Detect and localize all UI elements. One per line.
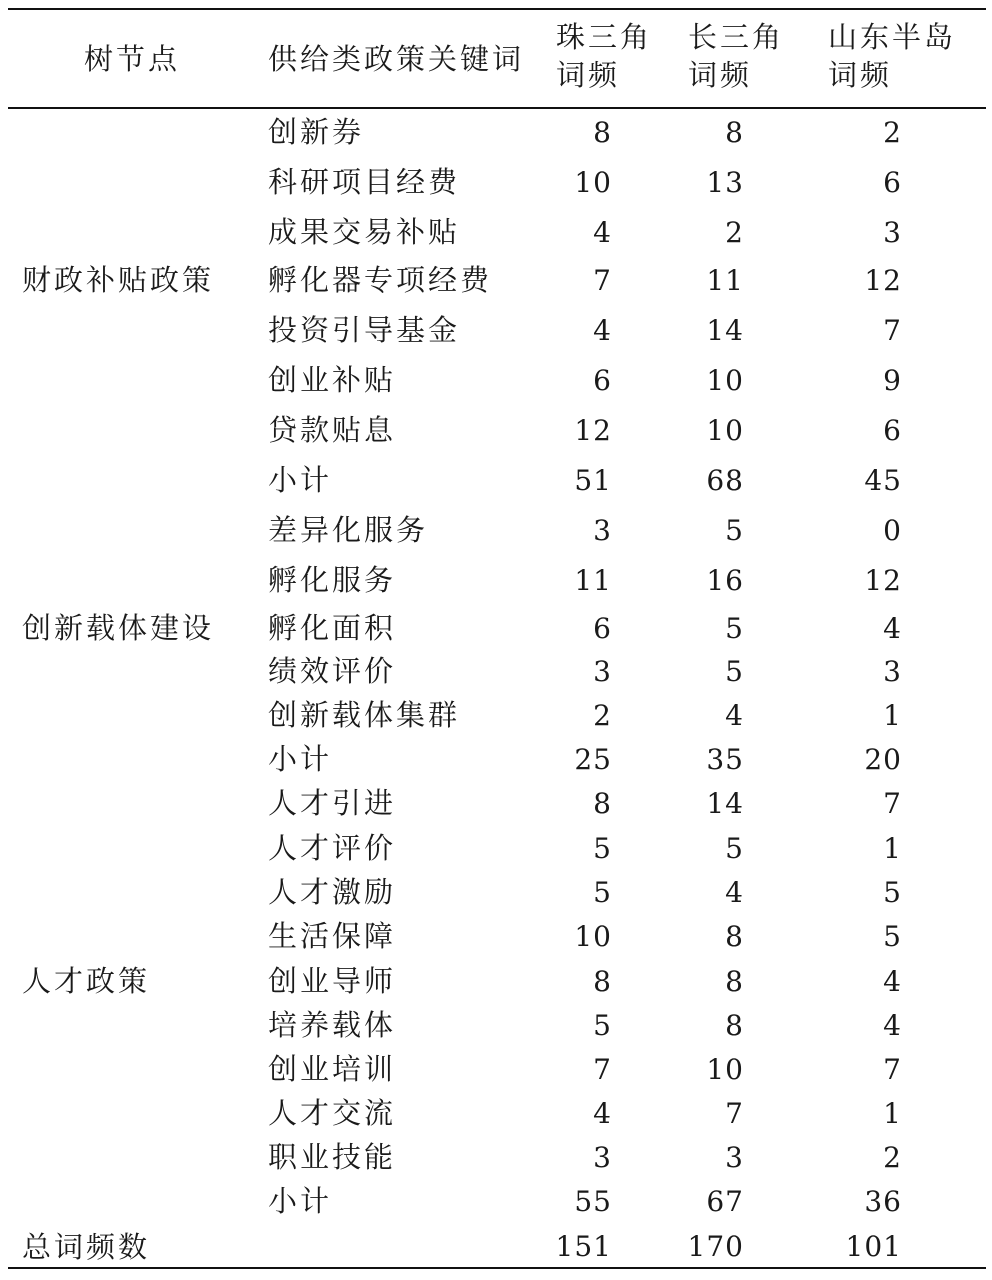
keyword-cell: 职业技能 [268,1140,397,1174]
keyword-cell: 差异化服务 [268,513,429,547]
prd-frequency-cell: 8 [593,787,612,820]
shandong-frequency-cell: 45 [864,464,902,497]
prd-frequency-cell: 11 [574,564,612,597]
keyword-cell: 小计 [268,1184,333,1218]
yrd-frequency-cell: 16 [706,564,744,597]
shandong-frequency-cell: 36 [864,1185,902,1218]
total-prd-cell: 151 [555,1230,612,1263]
prd-frequency-cell: 3 [593,514,612,547]
yrd-frequency-cell: 14 [706,787,744,820]
table-bottom-rule [8,1267,986,1269]
yrd-frequency-cell: 8 [725,1009,744,1042]
keyword-cell: 投资引导基金 [268,313,461,347]
shandong-frequency-cell: 5 [883,920,902,953]
yrd-frequency-cell: 10 [706,1053,744,1086]
prd-frequency-cell: 8 [593,116,612,149]
header-shandong-frequency [828,18,956,94]
header-yrd-line1: 长三角 [688,20,785,54]
yrd-frequency-cell: 68 [706,464,744,497]
tree-node-label: 财政补贴政策 [22,263,215,297]
header-supply-policy-keyword: 供给类政策关键词 [268,42,525,76]
header-prd-line1: 珠三角 [556,20,653,54]
prd-frequency-cell: 5 [593,876,612,909]
yrd-frequency-cell: 5 [725,612,744,645]
shandong-frequency-cell: 6 [883,166,902,199]
prd-frequency-cell: 5 [593,832,612,865]
prd-frequency-cell: 8 [593,965,612,998]
prd-frequency-cell: 5 [593,1009,612,1042]
yrd-frequency-cell: 3 [725,1141,744,1174]
keyword-cell: 绩效评价 [268,654,397,688]
keyword-cell: 小计 [268,742,333,776]
shandong-frequency-cell: 12 [864,264,902,297]
prd-frequency-cell: 12 [574,414,612,447]
shandong-frequency-cell: 6 [883,414,902,447]
table-header-rule [8,107,986,109]
shandong-frequency-cell: 5 [883,876,902,909]
prd-frequency-cell: 4 [593,1097,612,1130]
prd-frequency-cell: 7 [593,264,612,297]
yrd-frequency-cell: 67 [706,1185,744,1218]
shandong-frequency-cell: 0 [883,514,902,547]
header-sd-line2: 词频 [828,58,893,92]
keyword-cell: 贷款贴息 [268,413,397,447]
tree-node-label: 创新载体建设 [22,611,215,645]
prd-frequency-cell: 25 [574,743,612,776]
yrd-frequency-cell: 2 [725,216,744,249]
shandong-frequency-cell: 4 [883,612,902,645]
yrd-frequency-cell: 35 [706,743,744,776]
keyword-cell: 孵化器专项经费 [268,263,493,297]
prd-frequency-cell: 2 [593,699,612,732]
yrd-frequency-cell: 8 [725,920,744,953]
prd-frequency-cell: 3 [593,655,612,688]
prd-frequency-cell: 3 [593,1141,612,1174]
header-prd-frequency [556,18,652,94]
yrd-frequency-cell: 4 [725,876,744,909]
yrd-frequency-cell: 8 [725,116,744,149]
header-yrd-line2: 词频 [688,58,753,92]
prd-frequency-cell: 4 [593,216,612,249]
header-yrd-frequency [688,18,784,94]
total-shandong-cell: 101 [845,1230,902,1263]
keyword-cell: 创业补贴 [268,363,397,397]
yrd-frequency-cell: 10 [706,364,744,397]
shandong-frequency-cell: 9 [883,364,902,397]
header-sd-line1: 山东半岛 [828,20,957,54]
prd-frequency-cell: 7 [593,1053,612,1086]
keyword-cell: 创新券 [268,115,365,149]
shandong-frequency-cell: 1 [883,699,902,732]
prd-frequency-cell: 6 [593,612,612,645]
shandong-frequency-cell: 2 [883,116,902,149]
shandong-frequency-cell: 2 [883,1141,902,1174]
header-prd-line2: 词频 [556,58,621,92]
yrd-frequency-cell: 10 [706,414,744,447]
keyword-cell: 人才激励 [268,875,397,909]
shandong-frequency-cell: 1 [883,1097,902,1130]
shandong-frequency-cell: 7 [883,314,902,347]
keyword-cell: 培养载体 [268,1008,397,1042]
shandong-frequency-cell: 3 [883,216,902,249]
total-label: 总词频数 [22,1230,151,1264]
shandong-frequency-cell: 20 [864,743,902,776]
keyword-cell: 人才评价 [268,831,397,865]
keyword-cell: 创业培训 [268,1052,397,1086]
keyword-cell: 创业导师 [268,964,397,998]
header-tree-node: 树节点 [84,42,181,76]
total-yrd-cell: 170 [687,1230,744,1263]
shandong-frequency-cell: 4 [883,965,902,998]
keyword-cell: 孵化面积 [268,611,397,645]
yrd-frequency-cell: 4 [725,699,744,732]
prd-frequency-cell: 4 [593,314,612,347]
yrd-frequency-cell: 5 [725,832,744,865]
prd-frequency-cell: 10 [574,920,612,953]
shandong-frequency-cell: 1 [883,832,902,865]
prd-frequency-cell: 6 [593,364,612,397]
keyword-cell: 人才引进 [268,786,397,820]
shandong-frequency-cell: 12 [864,564,902,597]
keyword-cell: 孵化服务 [268,563,397,597]
keyword-cell: 人才交流 [268,1096,397,1130]
prd-frequency-cell: 55 [574,1185,612,1218]
shandong-frequency-cell: 7 [883,787,902,820]
shandong-frequency-cell: 7 [883,1053,902,1086]
yrd-frequency-cell: 5 [725,514,744,547]
keyword-cell: 小计 [268,463,333,497]
table-top-rule [8,8,986,10]
prd-frequency-cell: 10 [574,166,612,199]
keyword-cell: 生活保障 [268,919,397,953]
keyword-cell: 成果交易补贴 [268,215,461,249]
tree-node-label: 人才政策 [22,964,151,998]
keyword-cell: 创新载体集群 [268,698,461,732]
shandong-frequency-cell: 3 [883,655,902,688]
yrd-frequency-cell: 8 [725,965,744,998]
yrd-frequency-cell: 14 [706,314,744,347]
shandong-frequency-cell: 4 [883,1009,902,1042]
yrd-frequency-cell: 5 [725,655,744,688]
yrd-frequency-cell: 7 [725,1097,744,1130]
prd-frequency-cell: 51 [574,464,612,497]
yrd-frequency-cell: 11 [706,264,744,297]
keyword-cell: 科研项目经费 [268,165,461,199]
yrd-frequency-cell: 13 [706,166,744,199]
